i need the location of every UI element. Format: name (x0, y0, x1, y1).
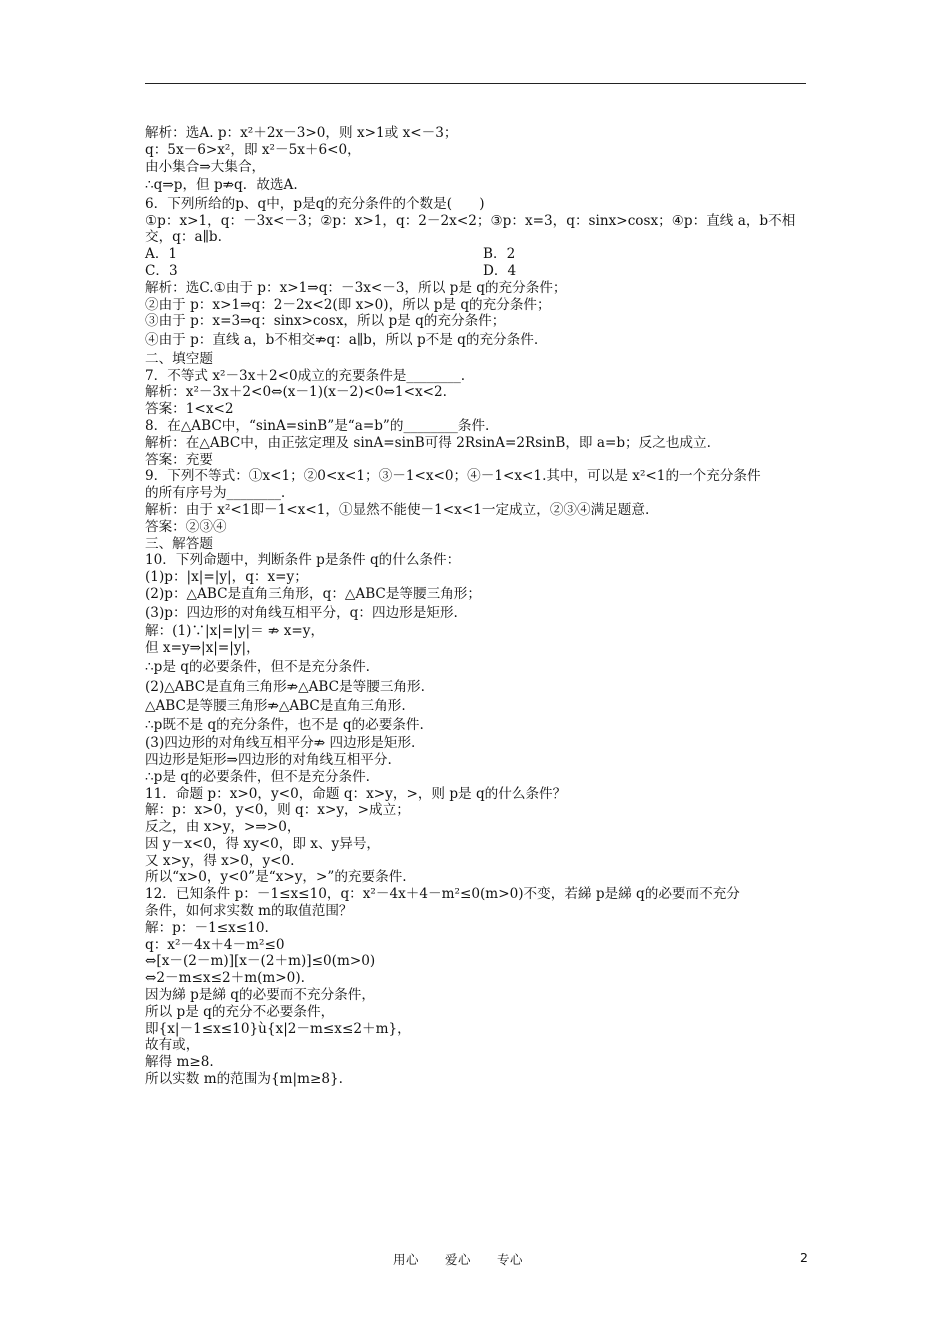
page-number: 2 (800, 1250, 808, 1265)
option-d: D．4 (483, 263, 517, 280)
text-line: 条件，如何求实数 m的取值范围？ (145, 903, 353, 920)
text-line: 四边形是矩形⇒四边形的对角线互相平分. (145, 751, 392, 768)
text-line: 故有或， (145, 1037, 200, 1054)
question-9: 9．下列不等式：①x<1；②0<x<1；③－1<x<0；④－1<x<1.其中，可以是 x²<1的一个充分条件 (145, 468, 761, 485)
text-line: 的所有序号为________. (145, 485, 286, 502)
text-line: ∴q⇒p，但 p⇏q．故选A. (145, 177, 298, 194)
document-body (145, 125, 807, 1088)
header-rule (145, 83, 806, 84)
text-line: q：x²－4x＋4－m²≤0 (145, 936, 285, 953)
question-12: 12．已知条件 p：－1≤x≤10，q：x²－4x＋4－m²≤0(m>0)不变，若綈 p是綈 q的必要而不充分 (145, 886, 740, 903)
option-c: C．3 (145, 263, 178, 280)
text-line: 反之，由 x>y，>⇒>0， (145, 819, 301, 836)
text-line: ⇔2－m≤x≤2＋m(m>0). (145, 970, 305, 987)
text-line: 所以实数 m的范围为{m|m≥8}. (145, 1071, 343, 1088)
answer-line: 答案：②③④ (145, 518, 227, 535)
text-line: ∴p是 q的必要条件，但不是充分条件. (145, 658, 371, 675)
text-line: (2)△ABC是直角三角形⇏△ABC是等腰三角形. (145, 679, 425, 696)
text-line: 解析：由于 x²<1即－1<x<1，①显然不能使－1<x<1一定成立，②③④满足题意. (145, 501, 650, 518)
question-7: 7．不等式 x²－3x＋2<0成立的充要条件是________. (145, 367, 466, 384)
options-row (145, 263, 807, 280)
text-line: 交，q：a∥b. (145, 229, 222, 246)
answer-line: 答案：充要 (145, 451, 213, 468)
text-line: ∴p是 q的必要条件，但不是充分条件. (145, 768, 371, 785)
text-line: 解：(1)∵|x|=|y|＝ ⇏ x=y， (145, 623, 325, 640)
text-line: 解析：在△ABC中，由正弦定理及 sinA=sinB可得 2RsinA=2RsinB，即 a=b；反之也成立. (145, 434, 711, 451)
text-line: ④由于 p：直线 a，b不相交⇏q：a∥b，所以 p不是 q的充分条件. (145, 332, 539, 349)
text-line: 所以“x>0，y<0”是“x>y，>”的充要条件. (145, 869, 407, 886)
text-line: 解得 m≥8. (145, 1054, 214, 1071)
options-row (145, 246, 807, 263)
text-line: 即{x|－1≤x≤10}ù{x|2－m≤x≤2＋m}， (145, 1020, 411, 1037)
text-line: 解：p：x>0，y<0，则 q：x>y，>成立； (145, 802, 410, 819)
text-line: 解析：x²－3x＋2<0⇔(x－1)(x－2)<0⇔1<x<2. (145, 384, 448, 401)
text-line: ②由于 p：x>1⇒q：2－2x<2(即 x>0)，所以 p是 q的充分条件； (145, 296, 551, 313)
answer-line: 答案：1<x<2 (145, 401, 234, 418)
text-line: 解析：选A. p：x²＋2x－3>0，则 x>1或 x<－3； (145, 125, 458, 141)
text-line: ①p：x>1，q：－3x<－3；②p：x>1，q：2－2x<2；③p：x=3，q：sinx>cosx；④p：直线 a，b不相 (145, 212, 796, 229)
section-heading: 二、填空题 (145, 350, 213, 367)
question-8: 8．在△ABC中，“sinA=sinB”是“a=b”的________条件. (145, 417, 490, 434)
text-line: 由小集合⇒大集合， (145, 158, 266, 175)
text-line: ③由于 p：x=3⇒q：sinx>cosx，所以 p是 q的充分条件； (145, 313, 506, 330)
text-line: (1)p：|x|=|y|，q：x=y； (145, 569, 308, 586)
text-line: ∴p既不是 q的充分条件，也不是 q的必要条件. (145, 716, 424, 733)
text-line: 因 y－x<0，得 xy<0，即 x、y异号， (145, 835, 381, 852)
text-line: △ABC是等腰三角形⇏△ABC是直角三角形. (145, 697, 406, 714)
footer-motto: 用心 爱心 专心 (393, 1252, 524, 1267)
text-line: 但 x=y⇒|x|=|y|， (145, 640, 260, 657)
text-line: ⇔[x－(2－m)][x－(2＋m)]≤0(m>0) (145, 953, 376, 970)
question-6: 6．下列所给的p、q中，p是q的充分条件的个数是( ) (145, 195, 485, 212)
text-line: q：5x－6>x²，即 x²－5x＋6<0， (145, 141, 361, 158)
text-line: (3)四边形的对角线互相平分⇏ 四边形是矩形. (145, 735, 416, 752)
text-line: 解析：选C.①由于 p：x>1⇒q：－3x<－3，所以 p是 q的充分条件； (145, 279, 567, 296)
text-line: 所以 p是 q的充分不必要条件， (145, 1003, 335, 1020)
option-a: A．1 (145, 246, 178, 263)
question-10: 10．下列命题中，判断条件 p是条件 q的什么条件： (145, 552, 461, 569)
option-b: B．2 (483, 246, 516, 263)
question-11: 11．命题 p：x>0，y<0，命题 q：x>y，>，则 p是 q的什么条件？ (145, 785, 567, 802)
section-heading: 三、解答题 (145, 535, 213, 552)
text-line: (3)p：四边形的对角线互相平分，q：四边形是矩形. (145, 604, 458, 621)
text-line: 又 x>y，得 x>0，y<0. (145, 852, 295, 869)
text-line: 因为綈 p是綈 q的必要而不充分条件， (145, 987, 375, 1004)
text-line: 解：p：－1≤x≤10. (145, 919, 269, 936)
text-line: (2)p：△ABC是直角三角形，q：△ABC是等腰三角形； (145, 585, 481, 602)
